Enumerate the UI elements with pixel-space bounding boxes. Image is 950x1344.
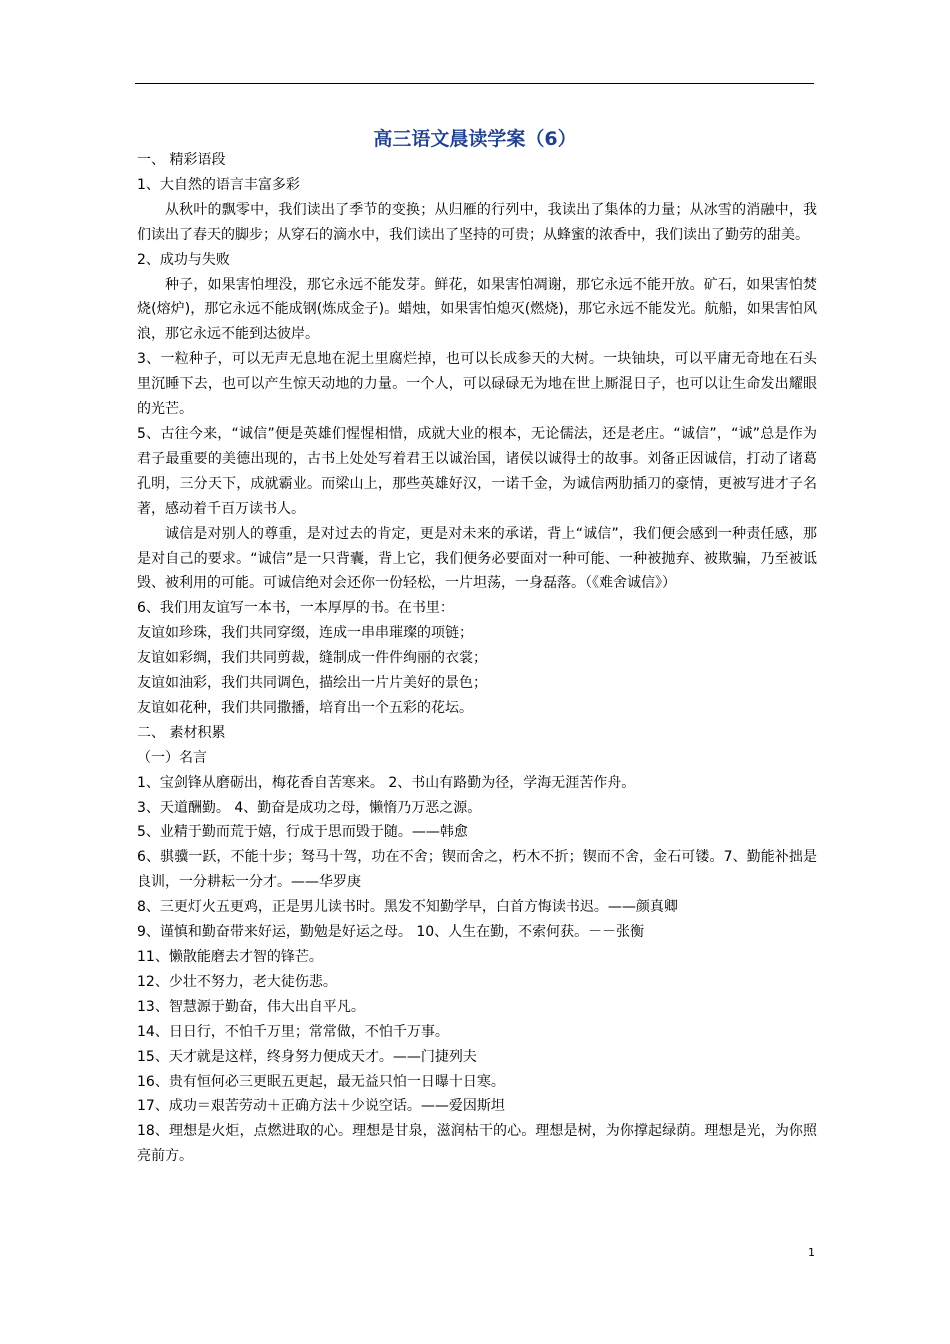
text-line: 5、古往今来，“诚信”便是英雄们惺惺相惜，成就大业的根本，无论儒法，还是老庄。“诚信”，“诚”总是作为君子最重要的美德出现的，古书上处处写着君王以诚治国，诸侯以诚得士的故事。刘备正因诚信，打动了诸葛孔明，三分天下，成就霸业。而梁山上，那些英雄好汉，一诺千金，为诚信两肋插刀的豪情，更被写进才子名著，感动着千百万读书人。 <box>137 425 817 517</box>
text-line: 1、宝剑锋从磨砺出，梅花香自苦寒来。 2、书山有路勤为径，学海无涯苦作舟。 <box>137 774 636 791</box>
text-line: 2、成功与失败 <box>137 251 230 268</box>
text-line: 友谊如油彩，我们共同调色，描绘出一片片美好的景色； <box>137 675 487 692</box>
text-line: 一、 精彩语段 <box>137 152 226 168</box>
text-line: 8、三更灯火五更鸡，正是男儿读书时。黑发不知勤学早，白首方悔读书迟。——颜真卿 <box>137 899 678 916</box>
text-line: 11、懒散能磨去才智的锋芒。 <box>137 949 323 965</box>
text-line: 13、智慧源于勤奋，伟大出自平凡。 <box>137 998 365 1015</box>
text-line: 友谊如花种，我们共同撒播，培育出一个五彩的花坛。 <box>137 699 473 716</box>
text-line: 6、骐骥一跃，不能十步；驽马十驾，功在不舍；锲而舍之，朽木不折；锲而不舍，金石可镂。7、勤能补拙是良训，一分耕耘一分才。——华罗庚 <box>137 849 817 891</box>
text-line: 12、少壮不努力，老大徒伤悲。 <box>137 973 337 990</box>
text-line: 18、理想是火炬，点燃进取的心。理想是甘泉，滋润枯干的心。理想是树，为你撑起绿荫。理想是光，为你照亮前方。 <box>137 1123 817 1165</box>
text-line: 16、贵有恒何必三更眠五更起，最无益只怕一日曝十日寒。 <box>137 1073 505 1090</box>
text-line: 3、一粒种子，可以无声无息地在泥土里腐烂掉，也可以长成参天的大树。一块铀块，可以平庸无奇地在石头里沉睡下去，也可以产生惊天动地的力量。一个人，可以碌碌无为地在世上厮混日子，也可以让生命发出耀眼的光芒。 <box>137 351 817 418</box>
document-body <box>137 148 817 1169</box>
text-line: 9、谨慎和勤奋带来好运，勤勉是好运之母。 10、人生在勤，不索何获。－－张衡 <box>137 924 645 941</box>
text-line: 17、成功＝艰苦劳动＋正确方法＋少说空话。——爱因斯坦 <box>137 1098 505 1115</box>
page-number: 1 <box>808 1246 815 1259</box>
text-line: （一）名言 <box>137 749 207 766</box>
text-line: 二、 素材积累 <box>137 724 226 741</box>
text-line: 14、日日行，不怕千万里；常常做，不怕千万事。 <box>137 1023 449 1040</box>
header-rule <box>135 83 814 84</box>
document-title: 高三语文晨读学案（6） <box>373 128 577 150</box>
text-line: 友谊如彩绸，我们共同剪裁，缝制成一件件绚丽的衣裳； <box>137 650 487 667</box>
text-line: 3、天道酬勤。 4、勤奋是成功之母，懒惰乃万恶之源。 <box>137 799 482 816</box>
text-line: 15、天才就是这样，终身努力便成天才。——门捷列夫 <box>137 1048 477 1065</box>
text-line: 诚信是对别人的尊重，是对过去的肯定，更是对未来的承诺，背上“诚信”，我们便会感到一种责任感，那是对自己的要求。“诚信”是一只背囊，背上它，我们便务必要面对一种可能、一种被抛弃、被欺骗，乃至被诋毁、被利用的可能。可诚信绝对会还你一份轻松，一片坦荡，一身磊落。（《难舍诚信》） <box>137 525 817 592</box>
text-line: 从秋叶的飘零中，我们读出了季节的变换；从归雁的行列中，我读出了集体的力量；从冰雪的消融中，我们读出了春天的脚步；从穿石的滴水中，我们读出了坚持的可贵；从蜂蜜的浓香中，我们读出了勤劳的甜美。 <box>137 201 817 243</box>
text-line: 5、业精于勤而荒于嬉，行成于思而毁于随。——韩愈 <box>137 824 468 841</box>
text-line: 种子，如果害怕埋没，那它永远不能发芽。鲜花，如果害怕凋谢，那它永远不能开放。矿石，如果害怕焚烧(熔炉)，那它永远不能成钢(炼成金子)。蜡烛，如果害怕熄灭(燃烧)，那它永远不能发光。航船，如果害怕风浪，那它永远不能到达彼岸。 <box>137 276 817 343</box>
text-line: 1、大自然的语言丰富多彩 <box>137 176 300 193</box>
text-line: 6、我们用友谊写一本书，一本厚厚的书。在书里： <box>137 600 454 617</box>
text-line: 友谊如珍珠，我们共同穿缀，连成一串串璀璨的项链； <box>137 625 473 642</box>
